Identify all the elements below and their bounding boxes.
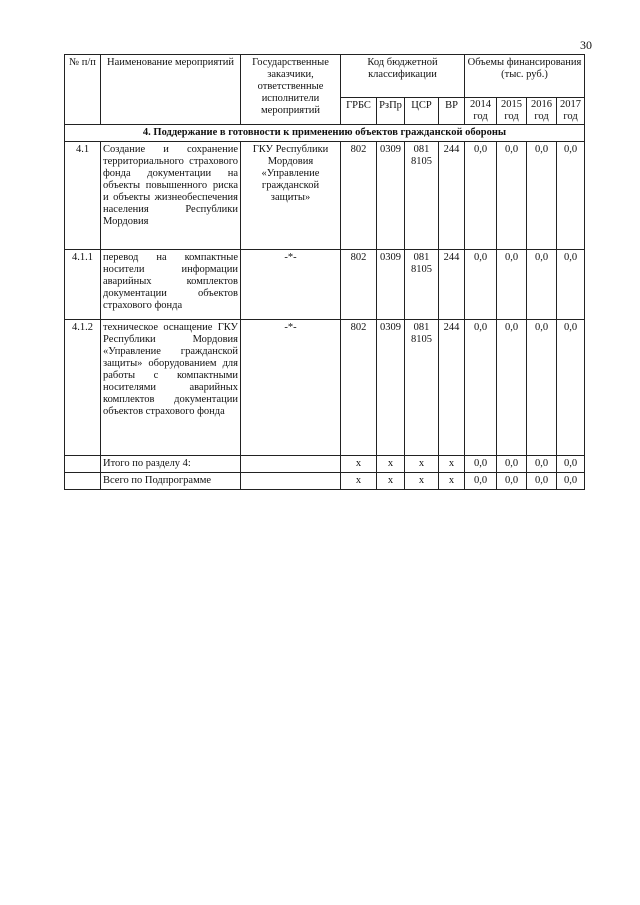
total-row [65, 456, 585, 473]
col-header-num: № п/п [65, 55, 101, 125]
col-header-financing: Объемы финансирования (тыс. руб.) [465, 55, 585, 98]
grand-total-grbs: х [341, 473, 377, 490]
row-vr: 244 [439, 250, 465, 320]
grand-total-label: Всего по Подпрограмме [101, 473, 241, 490]
row-2014: 0,0 [465, 142, 497, 250]
section-title: 4. Поддержание в готовности к применению объектов гражданской обороны [65, 125, 585, 142]
row-customer: -*- [241, 250, 341, 320]
row-2015: 0,0 [497, 142, 527, 250]
row-customer: -*- [241, 320, 341, 456]
row-name: техническое оснащение ГКУ Республики Мордовия «Управление гражданской защиты» оборудованием для работы с компактными носителями аварийных комплектов документации объектов страхового фонда [101, 320, 241, 456]
row-rzpr: 0309 [377, 250, 405, 320]
grand-total-2014: 0,0 [465, 473, 497, 490]
col-header-2014: 2014 год [465, 98, 497, 125]
row-2017: 0,0 [557, 250, 585, 320]
grand-total-2015: 0,0 [497, 473, 527, 490]
row-2016: 0,0 [527, 142, 557, 250]
col-header-vr: ВР [439, 98, 465, 125]
col-header-name: Наименование мероприятий [101, 55, 241, 125]
total-2015: 0,0 [497, 456, 527, 473]
col-header-rzpr: РзПр [377, 98, 405, 125]
grand-total-2016: 0,0 [527, 473, 557, 490]
grand-total-vr: х [439, 473, 465, 490]
row-vr: 244 [439, 142, 465, 250]
grand-total-2017: 0,0 [557, 473, 585, 490]
grand-total-rzpr: х [377, 473, 405, 490]
row-2015: 0,0 [497, 320, 527, 456]
total-label: Итого по разделу 4: [101, 456, 241, 473]
row-num: 4.1.1 [65, 250, 101, 320]
col-header-customers: Государственные заказчики, ответственные исполнители мероприятий [241, 55, 341, 125]
total-grbs: х [341, 456, 377, 473]
row-2016: 0,0 [527, 320, 557, 456]
total-2016: 0,0 [527, 456, 557, 473]
row-customer [241, 473, 341, 490]
total-2017: 0,0 [557, 456, 585, 473]
total-rzpr: х [377, 456, 405, 473]
row-vr: 244 [439, 320, 465, 456]
row-rzpr: 0309 [377, 142, 405, 250]
col-header-csr: ЦСР [405, 98, 439, 125]
row-customer [241, 456, 341, 473]
row-grbs: 802 [341, 142, 377, 250]
row-num: 4.1 [65, 142, 101, 250]
row-num [65, 456, 101, 473]
table-row [65, 250, 585, 320]
row-grbs: 802 [341, 250, 377, 320]
row-2016: 0,0 [527, 250, 557, 320]
row-2017: 0,0 [557, 142, 585, 250]
col-header-grbs: ГРБС [341, 98, 377, 125]
row-customer: ГКУ Республики Мордовия «Управление гражданской защиты» [241, 142, 341, 250]
table-row [65, 320, 585, 456]
col-header-budget-code: Код бюджетной классификации [341, 55, 465, 98]
row-name: Создание и сохранение территориального страхового фонда документации на объекты повышенного риска и объекты жизнеобеспечения населения Республики Мордовия [101, 142, 241, 250]
total-csr: х [405, 456, 439, 473]
grand-total-csr: х [405, 473, 439, 490]
row-csr: 081 8105 [405, 320, 439, 456]
grand-total-row [65, 473, 585, 490]
page-number: 30 [580, 38, 592, 52]
row-csr: 081 8105 [405, 142, 439, 250]
row-grbs: 802 [341, 320, 377, 456]
row-csr: 081 8105 [405, 250, 439, 320]
row-num [65, 473, 101, 490]
col-header-2015: 2015 год [497, 98, 527, 125]
row-2015: 0,0 [497, 250, 527, 320]
total-2014: 0,0 [465, 456, 497, 473]
financing-table [64, 54, 585, 490]
row-rzpr: 0309 [377, 320, 405, 456]
col-header-2016: 2016 год [527, 98, 557, 125]
row-2017: 0,0 [557, 320, 585, 456]
section-row [65, 125, 585, 142]
row-2014: 0,0 [465, 320, 497, 456]
total-vr: х [439, 456, 465, 473]
row-num: 4.1.2 [65, 320, 101, 456]
table-row [65, 142, 585, 250]
col-header-2017: 2017 год [557, 98, 585, 125]
row-name: перевод на компактные носители информации аварийных комплектов документации объектов страхового фонда [101, 250, 241, 320]
row-2014: 0,0 [465, 250, 497, 320]
header-row [65, 55, 585, 98]
